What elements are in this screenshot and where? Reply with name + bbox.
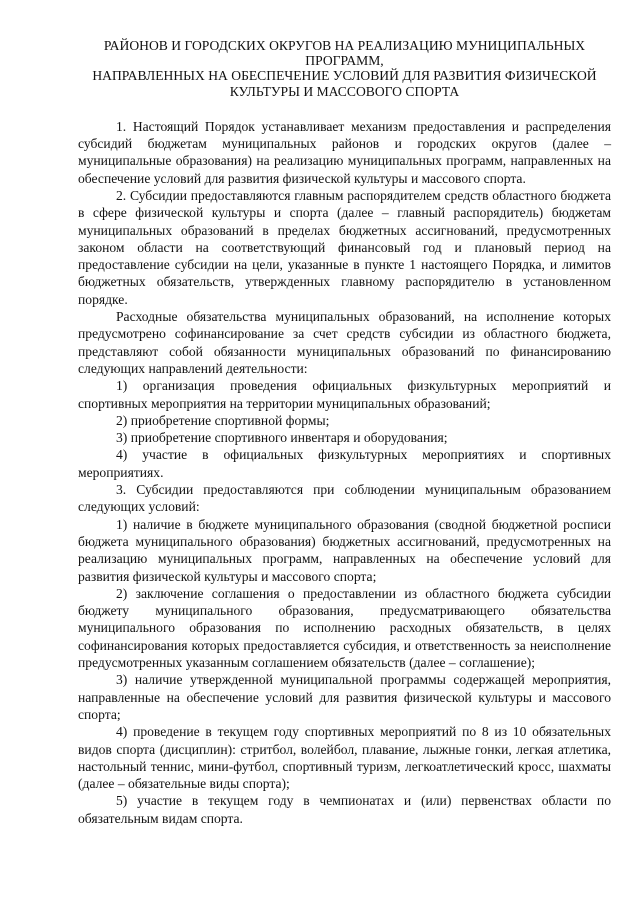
heading-line: НАПРАВЛЕННЫХ НА ОБЕСПЕЧЕНИЕ УСЛОВИЙ ДЛЯ РАЗВИТИЯ ФИЗИЧЕСКОЙ	[92, 68, 597, 84]
list-item-1: 1) организация проведения официальных физкультурных мероприятий и спортивных мероприятия на территории муниципальных образований;	[78, 378, 611, 411]
condition-item-3: 3) наличие утвержденной муниципальной программы содержащей мероприятия, направленные на обеспечение условий для развития физической культуры и массового спорта;	[78, 672, 611, 722]
condition-item-4: 4) проведение в текущем году спортивных мероприятий по 8 из 10 обязательных видов спорта (дисциплин): стритбол, волейбол, плавание, лыжные гонки, легкая атлетика, настольный теннис, мини-футбол, спортивный туризм, легкоатлетический кросс, шахматы (далее – обязательные виды спорта);	[78, 724, 611, 792]
heading-line: КУЛЬТУРЫ И МАССОВОГО СПОРТА	[229, 83, 460, 99]
condition-item-2: 2) заключение соглашения о предоставлении из областного бюджета субсидии бюджету муниципального образования, предусматривающего обязательства муниципального образования по исполнению расходных обязательств, в целях софинансирования которых предоставляется субсидия, и ответственность за неисполнение предусмотренных указанным соглашением обязательств (далее – соглашение);	[78, 585, 611, 671]
paragraph-3: 3. Субсидии предоставляются при соблюдении муниципальным образованием следующих условий:	[78, 482, 611, 515]
condition-item-5: 5) участие в текущем году в чемпионатах и (или) первенствах области по обязательным видам спорта.	[78, 793, 611, 826]
list-item-2: 2) приобретение спортивной формы;	[116, 412, 330, 428]
paragraph-2: 2. Субсидии предоставляются главным распорядителем средств областного бюджета в сфере физической культуры и спорта (далее – главный распорядитель) бюджетам муниципальных образований в пределах бюджетных ассигнований, предусмотренных законом области на соответствующий финансовый год и плановый период на предоставление субсидии на цели, указанные в пункте 1 настоящего Порядка, и лимитов бюджетных обязательств, утвержденных главному распорядителю в установленном порядке.	[78, 188, 611, 307]
list-item-3: 3) приобретение спортивного инвентаря и оборудования;	[116, 430, 448, 446]
paragraph-expenditure-obligations: Расходные обязательства муниципальных образований, на исполнение которых предусмотрено софинансирование за счет средств субсидии из областного бюджета, представляют собой обязанности муниципальных образований по финансированию следующих направлений деятельности:	[78, 309, 611, 376]
document-page	[78, 38, 611, 827]
heading-line: РАЙОНОВ И ГОРОДСКИХ ОКРУГОВ НА РЕАЛИЗАЦИЮ МУНИЦИПАЛЬНЫХ ПРОГРАММ,	[103, 38, 586, 69]
condition-item-1: 1) наличие в бюджете муниципального образования (сводной бюджетной росписи бюджета муниципального образования) бюджетных ассигнований, предусмотренных на реализацию муниципальных программ, направленных на обеспечение условий для развития физической культуры и массового спорта;	[78, 516, 611, 584]
list-item-4: 4) участие в официальных физкультурных мероприятиях и спортивных мероприятиях.	[78, 447, 611, 480]
paragraph-1: 1. Настоящий Порядок устанавливает механизм предоставления и распределения субсидий бюджетам муниципальных районов и городских округов (далее – муниципальные образования) на реализацию муниципальных программ, направленных на обеспечение условий для развития физической культуры и массового спорта.	[78, 118, 611, 186]
document-heading	[78, 38, 611, 99]
